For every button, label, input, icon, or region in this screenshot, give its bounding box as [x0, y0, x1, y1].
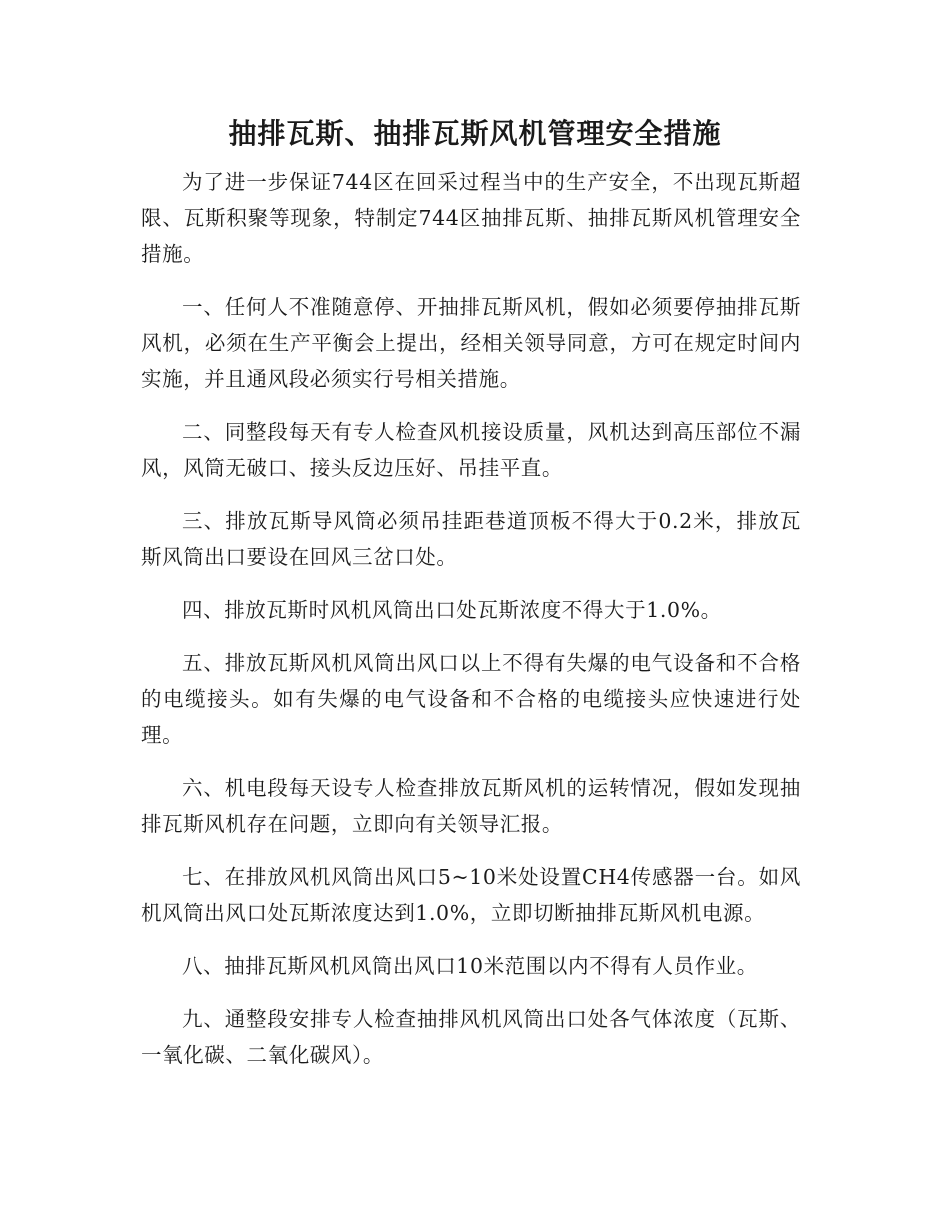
- paragraph-item-2: 二、同整段每天有专人检查风机接设质量，风机达到高压部位不漏风，风筒无破口、接头反边压好、吊挂平直。: [141, 420, 801, 480]
- document-title: 抽排瓦斯、抽排瓦斯风机管理安全措施: [228, 117, 722, 150]
- paragraph-item-9: 九、通整段安排专人检查抽排风机风筒出口处各气体浓度（瓦斯、一氧化碳、二氧化碳风）。: [141, 1007, 801, 1067]
- paragraph-item-6: 六、机电段每天设专人检查排放瓦斯风机的运转情况，假如发现抽排瓦斯风机存在问题，立即向有关领导汇报。: [141, 776, 801, 836]
- paragraph-item-3: 三、排放瓦斯导风筒必须吊挂距巷道顶板不得大于0.2米，排放瓦斯风筒出口要设在回风三岔口处。: [141, 509, 801, 569]
- paragraph-item-7: 七、在排放风机风筒出风口5~10米处设置CH4传感器一台。如风机风筒出风口处瓦斯浓度达到1.0%，立即切断抽排瓦斯风机电源。: [141, 865, 801, 925]
- paragraph-intro: 为了进一步保证744区在回采过程当中的生产安全，不出现瓦斯超限、瓦斯积聚等现象，特制定744区抽排瓦斯、抽排瓦斯风机管理安全措施。: [141, 170, 801, 266]
- paragraph-item-8: 八、抽排瓦斯风机风筒出风口10米范围以内不得有人员作业。: [182, 954, 758, 978]
- paragraph-item-5: 五、排放瓦斯风机风筒出风口以上不得有失爆的电气设备和不合格的电缆接头。如有失爆的电气设备和不合格的电缆接头应快速进行处理。: [141, 651, 801, 747]
- document-body: [141, 164, 801, 1090]
- paragraph-item-4: 四、排放瓦斯时风机风筒出口处瓦斯浓度不得大于1.0%。: [182, 598, 722, 622]
- paragraph-item-1: 一、任何人不准随意停、开抽排瓦斯风机，假如必须要停抽排瓦斯风机，必须在生产平衡会上提出，经相关领导同意，方可在规定时间内实施，并且通风段必须实行号相关措施。: [141, 295, 801, 391]
